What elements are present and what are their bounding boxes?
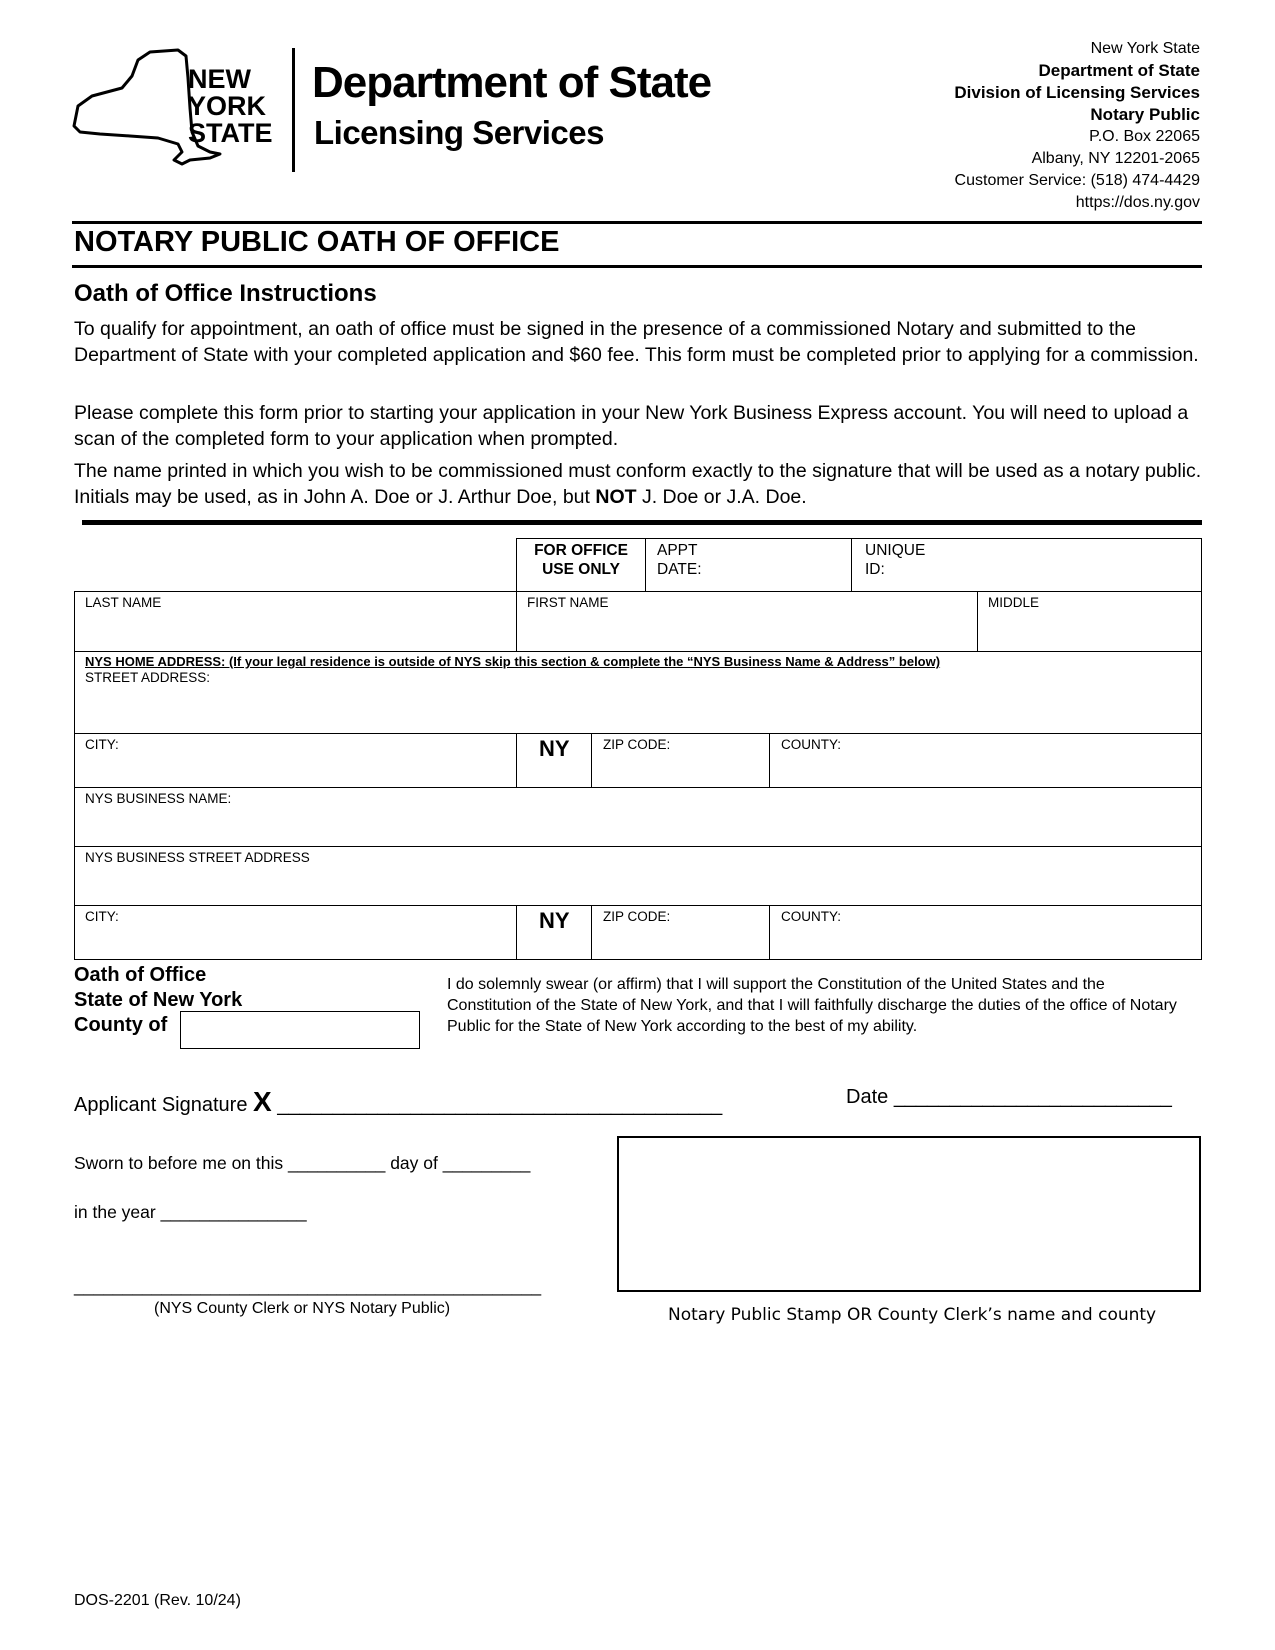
- dept-title: Department of State: [312, 58, 712, 107]
- signature-x-mark: X: [253, 1086, 272, 1117]
- clerk-caption: (NYS County Clerk or NYS Notary Public): [154, 1300, 451, 1317]
- home-address-note: NYS HOME ADDRESS: (If your legal residence is outside of NYS skip this section & complete the “NYS Business Name & Address” below): [85, 654, 941, 669]
- business-zip-field[interactable]: ZIP CODE:: [591, 905, 770, 960]
- instructions-p2: Please complete this form prior to starting your application in your New York Business Express account. You will need to upload a scan of the completed form to your application when prompted.: [74, 402, 1189, 450]
- agency-address: New York State Department of State Division of Licensing Services Notary Public P.O. Box 22065 Albany, NY 12201-2065 Customer Service: (518) 474-4429 https://dos.ny.gov: [954, 38, 1200, 214]
- title-top-rule: [72, 221, 1202, 224]
- stamp-caption: Notary Public Stamp OR County Clerk’s name and county: [668, 1305, 1157, 1325]
- notary-signature-line[interactable]: ________________________________________________: [74, 1276, 542, 1296]
- ny-state-wordmark: NEW YORK STATE: [188, 64, 273, 148]
- title-bottom-rule: [72, 265, 1202, 268]
- middle-name-field[interactable]: MIDDLE: [977, 591, 1202, 652]
- instructions-p3: The name printed in which you wish to be commissioned must conform exactly to the signature that will be used as a notary public. Initials may be used, as in John A. Doe or J. Arthur Doe, but NOT J. Doe or J.A. Doe.: [74, 460, 1202, 508]
- logo-divider: [292, 48, 295, 172]
- office-use-cell: FOR OFFICE USE ONLY: [516, 538, 646, 592]
- business-name-field[interactable]: NYS BUSINESS NAME:: [74, 787, 1202, 847]
- unique-id-field[interactable]: UNIQUE ID:: [851, 538, 1202, 592]
- home-county-field[interactable]: COUNTY:: [769, 733, 1202, 788]
- appt-date-field[interactable]: APPT DATE:: [645, 538, 852, 592]
- dos-logo: [70, 48, 710, 178]
- dept-subtitle: Licensing Services: [314, 114, 604, 151]
- business-county-field[interactable]: COUNTY:: [769, 905, 1202, 960]
- sworn-line[interactable]: Sworn to before me on this __________ day of _________: [74, 1153, 531, 1173]
- home-state-cell: NY: [516, 733, 592, 788]
- form-top-rule: [82, 520, 1202, 525]
- first-name-field[interactable]: FIRST NAME: [516, 591, 978, 652]
- oath-text: I do solemnly swear (or affirm) that I will support the Constitution of the United States and the Constitution of the State of New York, and that I will faithfully discharge the duties of the office of Notary Public for the State of New York according to the best of my ability.: [447, 976, 1177, 1035]
- home-city-field[interactable]: CITY:: [74, 733, 517, 788]
- notary-stamp-box[interactable]: [617, 1136, 1201, 1292]
- home-zip-field[interactable]: ZIP CODE:: [591, 733, 770, 788]
- home-street-address-field[interactable]: NYS HOME ADDRESS: (If your legal residence is outside of NYS skip this section & complete the “NYS Business Name & Address” below) STREET ADDRESS:: [74, 651, 1202, 734]
- instructions-heading: Oath of Office Instructions: [74, 280, 377, 307]
- form-number: DOS-2201 (Rev. 10/24): [74, 1592, 241, 1609]
- applicant-signature-line[interactable]: Applicant Signature X ________________________________________: [74, 1086, 723, 1117]
- business-state-cell: NY: [516, 905, 592, 960]
- business-street-field[interactable]: NYS BUSINESS STREET ADDRESS: [74, 846, 1202, 906]
- instructions-p1: To qualify for appointment, an oath of office must be signed in the presence of a commissioned Notary and submitted to the Department of State with your completed application and $60 fee. This form must be completed prior to applying for a commission.: [74, 318, 1199, 366]
- year-line[interactable]: in the year _______________: [74, 1202, 307, 1222]
- county-of-field[interactable]: [180, 1011, 420, 1049]
- page-title: NOTARY PUBLIC OATH OF OFFICE: [74, 226, 560, 258]
- oath-heading: Oath of Office State of New York County of: [74, 964, 243, 1036]
- website-link: https://dos.ny.gov: [1075, 194, 1200, 211]
- business-city-field[interactable]: CITY:: [74, 905, 517, 960]
- last-name-field[interactable]: LAST NAME: [74, 591, 517, 652]
- date-line[interactable]: Date _________________________: [846, 1086, 1172, 1108]
